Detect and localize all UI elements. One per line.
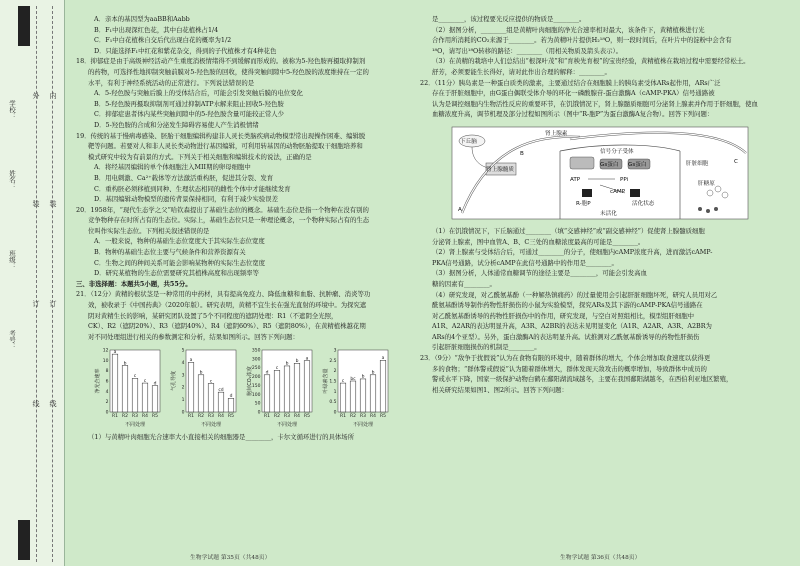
y-tick-label: 250 <box>251 366 261 372</box>
significance-letter: c <box>209 379 213 385</box>
section-heading: 三、非选择题：本题共5小题，共55分。 <box>76 279 192 288</box>
q20-stem-line: 竞争物种存在时所占有的生态位。实际上，基础生态位只是一种理论概念，一个物种实际占有的生态 <box>88 216 370 225</box>
y-axis-label: 净光合速率 <box>95 368 101 394</box>
significance-letter: b <box>199 371 203 377</box>
q22-sub-line: 引起肝脏细胞损伤的机制是________。 <box>432 343 541 352</box>
footer-left: 生物学试题 第35页（共48页） <box>190 555 271 561</box>
q19-stem-line: 19．传统的基于慢病毒感染、胚胎干细胞编辑构建非人灵长类脑疾病动物模型常出现操作困难、编辑脱 <box>76 131 366 140</box>
school-label: 学校： <box>8 100 16 120</box>
q23-stem-line: 多的食物；“群体警戒假说”认为随着群体增大，群体发现天敌攻击的概率增加，导致群体中成员的 <box>432 364 707 373</box>
bar <box>340 383 346 412</box>
y-tick-label: 2 <box>105 400 109 406</box>
q21-sub1: （1）与黄精叶肉细胞光合速率大小直接相关的细胞器是________，卡尔文循环进行的具体场所 <box>88 433 355 442</box>
q22-sub-line: （2）肾上腺素与受体结合后，可通过________的分子，使细胞内cAMP浓度升高，进而激活cAMP- <box>432 248 713 257</box>
x-tick-label: R5 <box>304 414 310 420</box>
significance-letter: c <box>133 374 137 380</box>
q20-stem-line: 位叫作实际生态位。下列相关叙述错误的是 <box>88 226 210 235</box>
q18-option: C．抑郁症患者体内某些突触间隙中的5-羟色胺含量可能较正常人少 <box>94 110 285 119</box>
outer-char: 外 <box>32 92 40 99</box>
q17-option: C．F₁中白花植株自交后代出现白花的概率为1/2 <box>94 36 232 45</box>
significance-letter: a <box>189 358 193 364</box>
outer-char: 订 <box>32 300 40 307</box>
y-tick-label: 3 <box>181 373 185 379</box>
q20-option: B．物种的基础生态位主要与气候条件和营养资源有关 <box>94 248 246 257</box>
bar <box>380 361 386 413</box>
x-tick-label: R3 <box>132 414 138 420</box>
y-tick-label: 2 <box>181 386 185 392</box>
q19-option: B．用电刺激、Ca²⁺载体等方法激活重构胚，促进其分裂、发育 <box>94 173 274 182</box>
y-tick-label: 0.5 <box>329 400 337 406</box>
bar <box>294 364 300 413</box>
q22-sub-line: ARs的4个亚型）。另外，蛋白激酶A的表达明显升高。试推测对乙酰氨基酚诱导的药物性肝损伤 <box>432 332 700 341</box>
name-label: 姓名： <box>8 170 16 190</box>
q18-stem-line: 的药物，可选择性地抑制突触前膜对5-羟色胺的回收，使得突触间隙中5-羟色胺的浓度维持在一定的 <box>88 67 369 76</box>
bar-chart-svg <box>172 344 238 428</box>
y-tick-label: 150 <box>251 384 261 390</box>
bar <box>304 361 310 412</box>
bar <box>264 375 270 412</box>
significance-letter: b <box>371 371 375 377</box>
binding-margin <box>0 0 65 566</box>
receptor-shape <box>570 157 594 169</box>
inner-char: 内 <box>49 92 57 99</box>
q18-stem-line: 18．抑郁症是由于高级神经活动产生重度消极情绪得不到缓解而形成的。被称为5-羟色胺再摄取抑制剂 <box>76 57 366 66</box>
label-vessel-a: A <box>458 206 462 213</box>
x-axis-label: 不同处理 <box>276 422 298 429</box>
y-tick-label: 1 <box>333 390 337 396</box>
q22-sub-line: （3）据图分析，人体通常血糖调节的途径主要是________，可能会引发高血 <box>432 269 647 278</box>
bar-chart-1 <box>96 344 164 432</box>
label-inactive: 未活化 <box>600 210 617 217</box>
q21-cont-line: ¹⁸O，请写出¹⁸O转移的路径：________（用相关物质及箭头表示）。 <box>432 46 623 55</box>
significance-letter: c <box>143 379 147 385</box>
registration-mark-bottom <box>18 520 30 560</box>
class-label: 班级： <box>8 250 16 270</box>
bar-chart-svg <box>324 344 390 428</box>
y-axis-label: 气孔导度 <box>171 371 177 392</box>
q21-cont-line: （3）在黄精的栽培中人们总结出“根深叶茂”和“育秧先育根”的宝贵经验，黄精植株在栽培过程中需要经常松土。 <box>432 57 750 66</box>
y-tick-label: 100 <box>251 393 261 399</box>
y-tick-label: 0 <box>333 410 337 416</box>
x-tick-label: R5 <box>228 414 234 420</box>
outer-binding-line <box>36 6 37 562</box>
y-tick-label: 300 <box>251 357 261 363</box>
x-axis-label: 不同处理 <box>200 422 222 429</box>
q21-stem-line: 对不同处理组进行相关的参数测定和分析，结果如图所示。回答下列问题： <box>88 332 299 341</box>
y-tick-label: 10 <box>102 359 109 365</box>
q21-stem-line: 21．（12分）黄精的根状茎是一种常用的中药材，具有提高免疫力、降低血糖和血脂、抗肿瘤、消炎等功 <box>76 290 371 299</box>
label-adrenal: 肾上腺髓质 <box>486 166 514 173</box>
y-tick-label: 6 <box>105 379 109 385</box>
q17-option: B．F₁中出现深红色花，其中白花植株占1/4 <box>94 25 219 34</box>
q18-option: D．5-羟色胺的合成和分泌发生障碍容易使人产生消极情绪 <box>94 120 259 129</box>
q21-cont-line: （2）据图分析，________组是黄精叶肉细胞的净光合速率相对最大，该条件下，黄精植株进行光 <box>432 25 705 34</box>
inner-binding-line <box>52 6 53 562</box>
y-tick-label: 50 <box>254 402 261 408</box>
label-vessel-b: B <box>520 150 524 157</box>
significance-letter: d <box>265 371 269 377</box>
q23-stem-line: 相关研究结果如图1、图2所示。回答下列问题： <box>432 385 568 394</box>
q20-stem-line: 20．1958年，“现代生态学之父”哈钦森提出了基础生态位的概念。基础生态位是指一个物种在没有别的 <box>76 205 369 214</box>
q22-sub-line: （4）研究发现，对乙酰氨基酚（一种解热镇痛药）的过量使用会引起肝脏细胞坏死，研究人员用对乙 <box>432 290 718 299</box>
x-tick-label: R2 <box>122 414 128 420</box>
q22-sub-line: A1R、A2AR的表达明显升高，A3R、A2BR的表达未见明显变化（A1R、A2AR、A3R、A2BR为 <box>432 322 712 331</box>
label-gs-2: Gs蛋白 <box>628 161 647 168</box>
q22-stem-line: 血糖浓度升高，调节机理及部分过程如图所示（图中“R-胞P”为蛋白激酶A复合物）。回答下列问题： <box>432 110 714 119</box>
pka-inactive-block <box>582 189 592 197</box>
x-tick-label: R4 <box>142 414 148 420</box>
q22-stem-line: 存在于肝脏细胞中，由G蛋白偶联受体介导的环化一磷酸腺苷-蛋白激酶A（cAMP-PKA）信号通路被 <box>432 89 715 98</box>
bar <box>360 379 366 412</box>
q19-stem-line: 靶等问题。若要对人和非人灵长类动物进行基因编辑，可利用转基因的动物胚胎提取干细胞培养和 <box>88 142 363 151</box>
significance-letter: c <box>341 379 345 385</box>
y-tick-label: 4 <box>181 361 185 367</box>
q19-option: D．基因编辑动物模型的遗传背景保持相同，有利于减少实验误差 <box>94 195 279 204</box>
x-tick-label: R1 <box>112 414 118 420</box>
y-tick-label: 8 <box>105 369 109 375</box>
q18-option: B．5-羟色胺再摄取抑制剂可通过抑制ATP水解来阻止回收5-羟色胺 <box>94 99 284 108</box>
q23-stem-line: 23．（9分）“敌争于扰假说”认为在食物有限的环境中，随着群体的增大，个体会增加取食速度以获得更 <box>420 354 711 363</box>
inner-char: 订 <box>49 300 57 307</box>
bar <box>198 375 204 412</box>
q21-stem-line: 阴对黄精生长的影响，某研究团队设置了5个不同程度的遮阴处理：R1（不遮阴全光照， <box>88 311 338 320</box>
x-tick-label: R2 <box>350 414 356 420</box>
right-column <box>420 14 792 395</box>
q22-sub-line: （1）在饥饿情况下，下丘脑通过________（填“交感神经”或“副交感神经”）促使肾上腺髓质细胞 <box>432 226 705 235</box>
q21-cont-line: 舒芳，必须要能生长得好，请对此作出合理的解释：________。 <box>432 67 611 76</box>
q21-cont-line: 是________，该过程要光反应提供的物质是________。 <box>432 15 586 23</box>
significance-letter: b <box>123 361 127 367</box>
label-hormone: 肾上腺素 <box>545 130 568 137</box>
x-tick-label: R4 <box>218 414 224 420</box>
label-vessel-c: C <box>734 158 738 165</box>
q22-stem-line: 22．（11分）胰岛素是一种蛋白质类的激素，主要通过结合在细胞膜上的胰岛素受体ARs起作用，ARs广泛 <box>420 78 721 87</box>
y-tick-label: 2 <box>333 369 337 375</box>
bar <box>228 399 234 413</box>
label-glycogen: 肝糖原 <box>698 180 715 187</box>
y-tick-label: 0 <box>181 410 185 416</box>
inner-char: 装 <box>49 200 57 207</box>
bar <box>218 393 224 413</box>
bar <box>112 355 118 413</box>
bar <box>274 371 280 413</box>
y-tick-label: 5 <box>181 348 185 354</box>
x-tick-label: R5 <box>152 414 158 420</box>
y-tick-label: 3 <box>333 348 337 354</box>
y-tick-label: 350 <box>251 348 261 354</box>
significance-letter: c <box>275 366 279 372</box>
y-axis-label: 胞间CO₂浓度 <box>247 366 253 397</box>
q21-stem-line: 效，被收录于《中国药典》（2020年版）。研究表明，黄精不宜生长在强光直射的环境中。为探究遮 <box>88 301 367 310</box>
exam-number-label: 考号： <box>8 330 16 350</box>
bar <box>350 381 356 412</box>
significance-letter: d <box>153 381 157 387</box>
x-tick-label: R1 <box>340 414 346 420</box>
label-active: 活化状态 <box>632 200 655 207</box>
label-liver-cell: 肝脏细胞 <box>686 160 709 167</box>
y-tick-label: 2.5 <box>329 359 337 365</box>
label-ppi: PPi <box>620 176 629 183</box>
bar <box>208 384 214 413</box>
q22-sub-line: 酰氨基酚诱导制作药物性肝损伤的小鼠为实验模型，探究ARs及其下游的cAMP-PKA信号通路在 <box>432 301 703 310</box>
q20-option: A．一般来说，物种的基础生态位宽度大于其实际生态位宽度 <box>94 237 265 246</box>
q22-stem-line: 认为是调控细胞内生物活性反应的重要环节，在饥饿情况下，肾上腺髓质细胞可分泌肾上腺素并作用于肝细胞，使血 <box>432 99 758 108</box>
y-axis-label: 叶绿素含量 <box>323 368 329 394</box>
q17-option: A．亲本的基因型为aaBB和Aabb <box>94 15 190 23</box>
significance-letter: d <box>229 394 233 400</box>
x-tick-label: R3 <box>360 414 366 420</box>
x-tick-label: R4 <box>294 414 300 420</box>
bar <box>152 386 158 412</box>
outer-char: 装 <box>32 200 40 207</box>
x-tick-label: R1 <box>188 414 194 420</box>
bar <box>142 383 148 412</box>
significance-letter: a <box>113 350 117 356</box>
significance-letter: cd <box>218 388 224 394</box>
pka-active-block <box>630 189 640 197</box>
left-column <box>76 14 401 443</box>
q21-charts <box>96 344 401 432</box>
q21-cont-line: 合作用所消耗的CO₂来源于________。若为黄精叶片提供H₂¹⁸O，则一段时间后，在叶片中的淀粉中会含有 <box>432 36 732 45</box>
bar-chart-3 <box>248 344 316 432</box>
y-tick-label: 200 <box>251 375 261 381</box>
q20-option: D．研究某植物的生态位需要研究其植株高度和出现频率等 <box>94 269 259 278</box>
q19-stem-line: 模式研究中较为有前景的方式。下列关于相关细胞和编辑技术的说法，正确的是 <box>88 152 312 161</box>
q22-sub-line: 分泌肾上腺素，图中血管A、B、C三处的血糖浓度最高的可能是________。 <box>432 237 645 246</box>
x-tick-label: R5 <box>380 414 386 420</box>
bar-chart-svg <box>248 344 314 428</box>
y-tick-label: 1 <box>181 398 185 404</box>
bar <box>284 366 290 412</box>
bar <box>132 379 138 413</box>
y-tick-label: 4 <box>105 390 109 396</box>
registration-mark-top <box>18 6 30 46</box>
label-camp: cAMP <box>610 188 626 195</box>
bar <box>370 375 376 412</box>
x-tick-label: R2 <box>198 414 204 420</box>
x-tick-label: R3 <box>284 414 290 420</box>
q18-stem-line: 水平，有利于神经系统活动的正常进行。下列说法错误的是 <box>88 78 255 87</box>
q18-option: A．5-羟色胺与突触后膜上的受体结合后，可能会引发突触后膜的电位变化 <box>94 89 303 98</box>
footer-right: 生物学试题 第36页（共48页） <box>560 555 641 561</box>
x-axis-label: 不同处理 <box>124 422 146 429</box>
x-tick-label: R3 <box>208 414 214 420</box>
q17-option: D．只能选择F₁中红花和紫花杂交，得到的子代植株才有4种花色 <box>94 46 277 55</box>
significance-letter: a <box>381 356 385 362</box>
q22-sub-line: PKA信号通路，试分析cAMP在此信号通路中的作用是________。 <box>432 258 618 267</box>
y-tick-label: 0 <box>105 410 109 416</box>
q23-stem-line: 警戒水平下降，国家一级保护动物白鹤在鄱阳湖流域越冬，主要在我国鄱阳湖越冬，在西伯利亚地区繁殖， <box>432 375 733 384</box>
label-atp: ATP <box>570 176 581 183</box>
y-tick-label: 1.5 <box>329 379 337 385</box>
inner-char: 线 <box>49 400 57 407</box>
bar <box>188 363 194 413</box>
significance-letter: b <box>361 375 365 381</box>
outer-char: 线 <box>32 400 40 407</box>
significance-letter: a <box>305 356 309 362</box>
x-tick-label: R2 <box>274 414 280 420</box>
label-hypothalamus: 下丘脑 <box>460 138 477 145</box>
bar-chart-2 <box>172 344 240 432</box>
y-tick-label: 0 <box>257 410 261 416</box>
significance-letter: b <box>285 362 289 368</box>
q20-option: C．生物之间的种间关系可能会影响某物种的实际生态位宽度 <box>94 258 266 267</box>
q22-sub-line: 对乙酰氨基酚诱导的药物性肝损伤中的作用，研究发现，与空白对照组相比，模型组肝细胞中 <box>432 311 695 320</box>
q22-sub-line: 糖的因素有________。 <box>432 279 496 288</box>
significance-letter: b <box>295 359 299 365</box>
q22-diagram <box>450 123 750 223</box>
significance-letter: bc <box>350 377 356 383</box>
label-receptor: 信号分子受体 <box>600 148 634 155</box>
label-r-c: R-胞P <box>576 200 591 207</box>
x-tick-label: R4 <box>370 414 376 420</box>
bar-chart-4 <box>324 344 392 432</box>
bar <box>122 366 128 413</box>
q19-option: A．将经基因编辑的单个体细胞注入MII期的卵母细胞中 <box>94 163 251 172</box>
q21-stem-line: CK）、R2（遮阴20%）、R3（遮阴40%）、R4（遮阴60%）、R5（遮阴80%），在黄精植株越花期 <box>88 322 366 331</box>
label-gs: Gs蛋白 <box>600 161 619 168</box>
x-tick-label: R1 <box>264 414 270 420</box>
q19-option: C．重构胚必须移植到同种、生理状态相同的雌性个体中才能继续发育 <box>94 184 291 193</box>
x-axis-label: 不同处理 <box>352 422 374 429</box>
y-tick-label: 12 <box>102 348 109 354</box>
bar-chart-svg <box>96 344 162 428</box>
